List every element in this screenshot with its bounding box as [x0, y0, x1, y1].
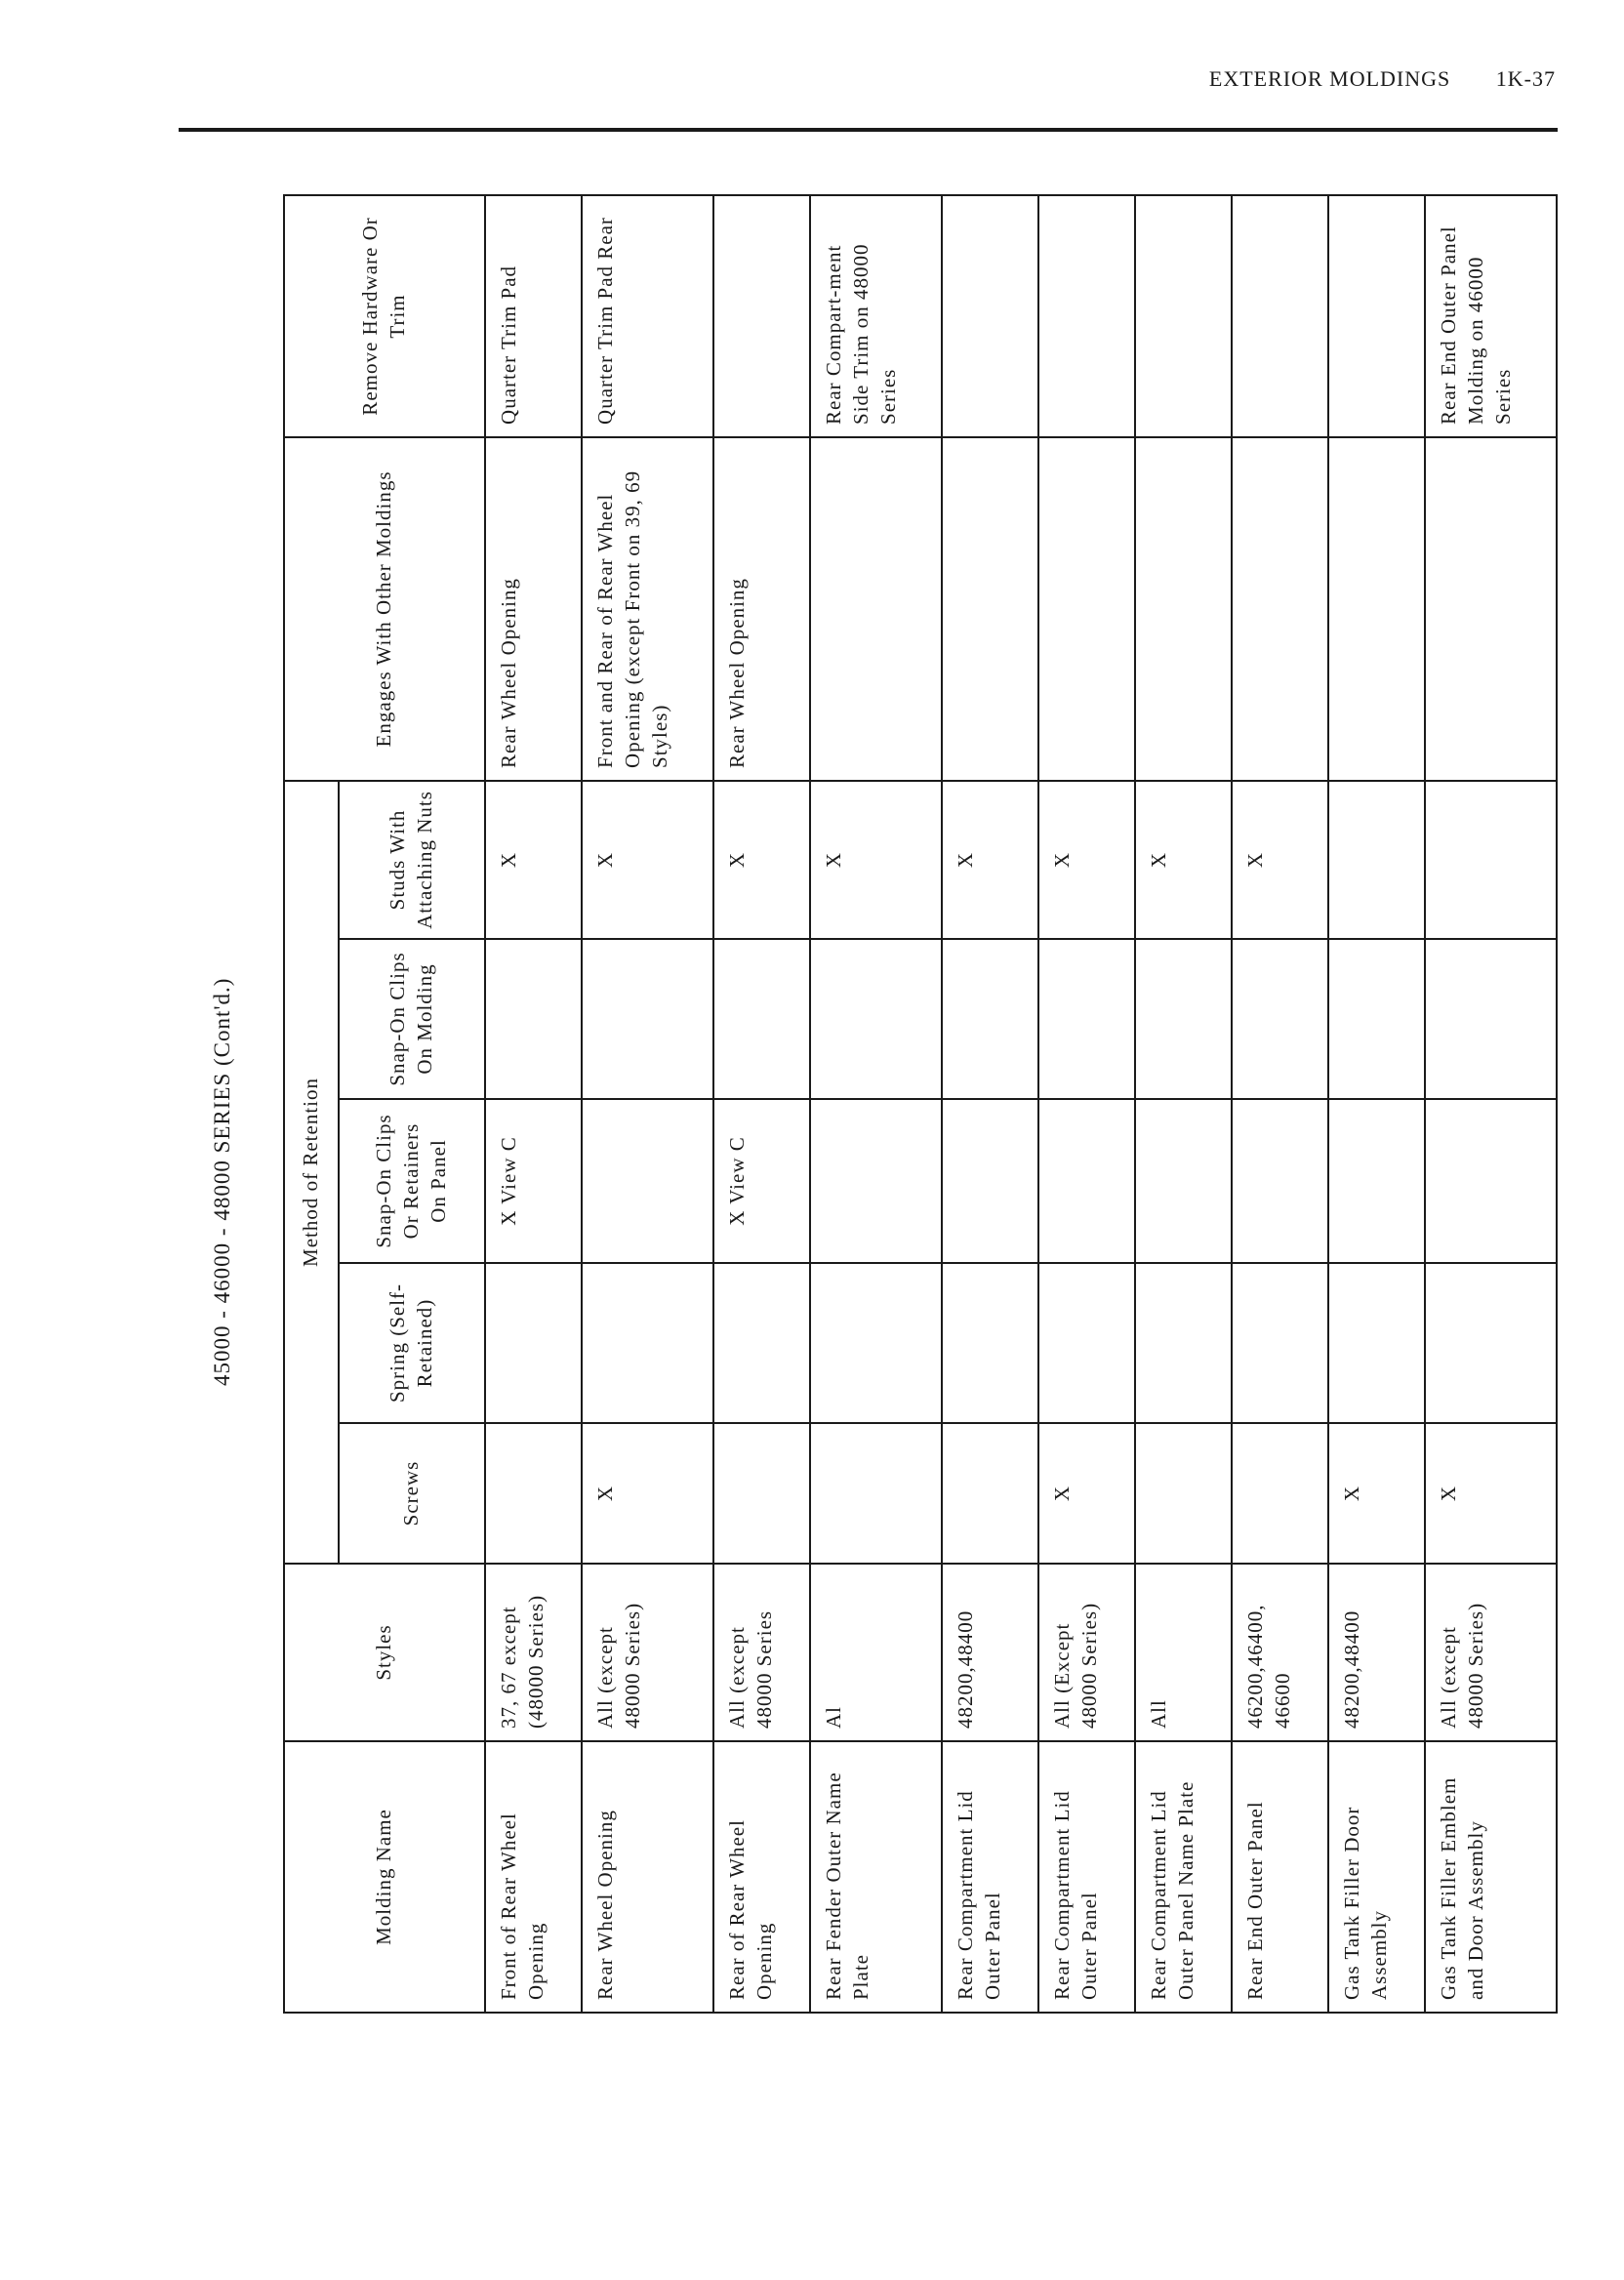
cell-engages: [810, 437, 942, 781]
cell-remove: [942, 195, 1038, 437]
cell-styles: 46200,46400, 46600: [1232, 1564, 1328, 1741]
header-remove: Remove Hardware Or Trim: [284, 195, 485, 437]
header-rule: [179, 128, 1558, 132]
cell-styles: All (except 48000 Series): [582, 1564, 713, 1741]
cell-styles: 48200,48400: [942, 1564, 1038, 1741]
cell-snap-panel: X View C: [713, 1099, 810, 1263]
cell-molding-name: Gas Tank Filler Emblem and Door Assembly: [1425, 1741, 1557, 2013]
cell-styles: Al: [810, 1564, 942, 1741]
cell-snap-panel: [1232, 1099, 1328, 1263]
cell-screws: [1135, 1423, 1232, 1564]
cell-styles: All (Except 48000 Series): [1038, 1564, 1135, 1741]
cell-remove: [1328, 195, 1425, 437]
table-row: [1038, 195, 1135, 2013]
table-row: [1328, 195, 1425, 2013]
cell-styles: All: [1135, 1564, 1232, 1741]
header-method-of-retention: Method of Retention: [284, 781, 339, 1564]
table-row: [942, 195, 1038, 2013]
cell-screws: [485, 1423, 582, 1564]
cell-studs: X: [1038, 781, 1135, 939]
cell-molding-name: Rear Fender Outer Name Plate: [810, 1741, 942, 2013]
cell-snap-panel: [1135, 1099, 1232, 1263]
cell-spring: [1135, 1263, 1232, 1423]
cell-molding-name: Rear Wheel Opening: [582, 1741, 713, 2013]
cell-remove: [1135, 195, 1232, 437]
table-row: [1425, 195, 1557, 2013]
cell-snap-molding: [942, 939, 1038, 1099]
moldings-table: [283, 194, 1558, 2014]
cell-screws: [1232, 1423, 1328, 1564]
cell-snap-molding: [1425, 939, 1557, 1099]
cell-molding-name: Rear Compartment Lid Outer Panel: [1038, 1741, 1135, 2013]
cell-spring: [942, 1263, 1038, 1423]
cell-studs: [1328, 781, 1425, 939]
cell-snap-panel: [582, 1099, 713, 1263]
cell-engages: [942, 437, 1038, 781]
cell-spring: [810, 1263, 942, 1423]
cell-snap-molding: [1135, 939, 1232, 1099]
cell-molding-name: Front of Rear Wheel Opening: [485, 1741, 582, 2013]
cell-styles: 37, 67 except (48000 Series): [485, 1564, 582, 1741]
table-body: [485, 195, 1557, 2013]
table-row: [713, 195, 810, 2013]
cell-snap-molding: [1328, 939, 1425, 1099]
cell-molding-name: Gas Tank Filler Door Assembly: [1328, 1741, 1425, 2013]
cell-studs: X: [810, 781, 942, 939]
cell-remove: Quarter Trim Pad Rear: [582, 195, 713, 437]
cell-snap-molding: [1038, 939, 1135, 1099]
header-engages: Engages With Other Moldings: [284, 437, 485, 781]
header-snap-molding: Snap-On Clips On Molding: [339, 939, 485, 1099]
cell-snap-molding: [1232, 939, 1328, 1099]
cell-screws: [810, 1423, 942, 1564]
table-title: 45000 - 46000 - 48000 SERIES (Cont'd.): [210, 977, 234, 1386]
cell-spring: [713, 1263, 810, 1423]
cell-snap-panel: [1425, 1099, 1557, 1263]
cell-snap-molding: [485, 939, 582, 1099]
cell-engages: Front and Rear of Rear Wheel Opening (except Front on 39, 69 Styles): [582, 437, 713, 781]
header-screws: Screws: [339, 1423, 485, 1564]
cell-remove: [1232, 195, 1328, 437]
cell-spring: [1425, 1263, 1557, 1423]
cell-remove: [1038, 195, 1135, 437]
cell-studs: X: [582, 781, 713, 939]
cell-engages: Rear Wheel Opening: [485, 437, 582, 781]
cell-spring: [1038, 1263, 1135, 1423]
cell-snap-panel: [810, 1099, 942, 1263]
cell-spring: [582, 1263, 713, 1423]
cell-snap-panel: [942, 1099, 1038, 1263]
cell-molding-name: Rear of Rear Wheel Opening: [713, 1741, 810, 2013]
cell-studs: X: [1232, 781, 1328, 939]
cell-snap-panel: [1038, 1099, 1135, 1263]
cell-remove: Rear Compart-ment Side Trim on 48000 Series: [810, 195, 942, 437]
cell-screws: X: [1328, 1423, 1425, 1564]
page-header: [1209, 66, 1556, 92]
cell-engages: [1135, 437, 1232, 781]
cell-styles: All (except 48000 Series): [1425, 1564, 1557, 1741]
cell-engages: [1232, 437, 1328, 781]
cell-snap-panel: X View C: [485, 1099, 582, 1263]
cell-screws: X: [582, 1423, 713, 1564]
page-number: 1K-37: [1495, 66, 1556, 91]
cell-engages: [1425, 437, 1557, 781]
section-title: EXTERIOR MOLDINGS: [1208, 66, 1451, 91]
cell-engages: Rear Wheel Opening: [713, 437, 810, 781]
cell-spring: [1232, 1263, 1328, 1423]
cell-studs: X: [942, 781, 1038, 939]
table-row: [582, 195, 713, 2013]
cell-engages: [1038, 437, 1135, 781]
header-molding-name: Molding Name: [284, 1741, 485, 2013]
cell-styles: 48200,48400: [1328, 1564, 1425, 1741]
cell-screws: X: [1425, 1423, 1557, 1564]
cell-studs: X: [713, 781, 810, 939]
cell-engages: [1328, 437, 1425, 781]
cell-snap-molding: [582, 939, 713, 1099]
cell-remove: Rear End Outer Panel Molding on 46000 Series: [1425, 195, 1557, 437]
cell-remove: Quarter Trim Pad: [485, 195, 582, 437]
cell-molding-name: Rear Compartment Lid Outer Panel Name Plate: [1135, 1741, 1232, 2013]
cell-spring: [485, 1263, 582, 1423]
cell-snap-panel: [1328, 1099, 1425, 1263]
header-styles: Styles: [284, 1564, 485, 1741]
cell-remove: [713, 195, 810, 437]
table-row: [485, 195, 582, 2013]
header-spring: Spring (Self-Retained): [339, 1263, 485, 1423]
cell-styles: All (except 48000 Series: [713, 1564, 810, 1741]
table-row: [1232, 195, 1328, 2013]
rotated-table-container: [283, 196, 1558, 2014]
table-row: [1135, 195, 1232, 2013]
cell-molding-name: Rear End Outer Panel: [1232, 1741, 1328, 2013]
header-snap-panel: Snap-On Clips Or Retainers On Panel: [339, 1099, 485, 1263]
cell-studs: X: [1135, 781, 1232, 939]
cell-snap-molding: [713, 939, 810, 1099]
cell-screws: [713, 1423, 810, 1564]
cell-screws: X: [1038, 1423, 1135, 1564]
table-row: [810, 195, 942, 2013]
cell-molding-name: Rear Compartment Lid Outer Panel: [942, 1741, 1038, 2013]
cell-snap-molding: [810, 939, 942, 1099]
cell-studs: X: [485, 781, 582, 939]
cell-screws: [942, 1423, 1038, 1564]
cell-studs: [1425, 781, 1557, 939]
header-studs: Studs With Attaching Nuts: [339, 781, 485, 939]
cell-spring: [1328, 1263, 1425, 1423]
